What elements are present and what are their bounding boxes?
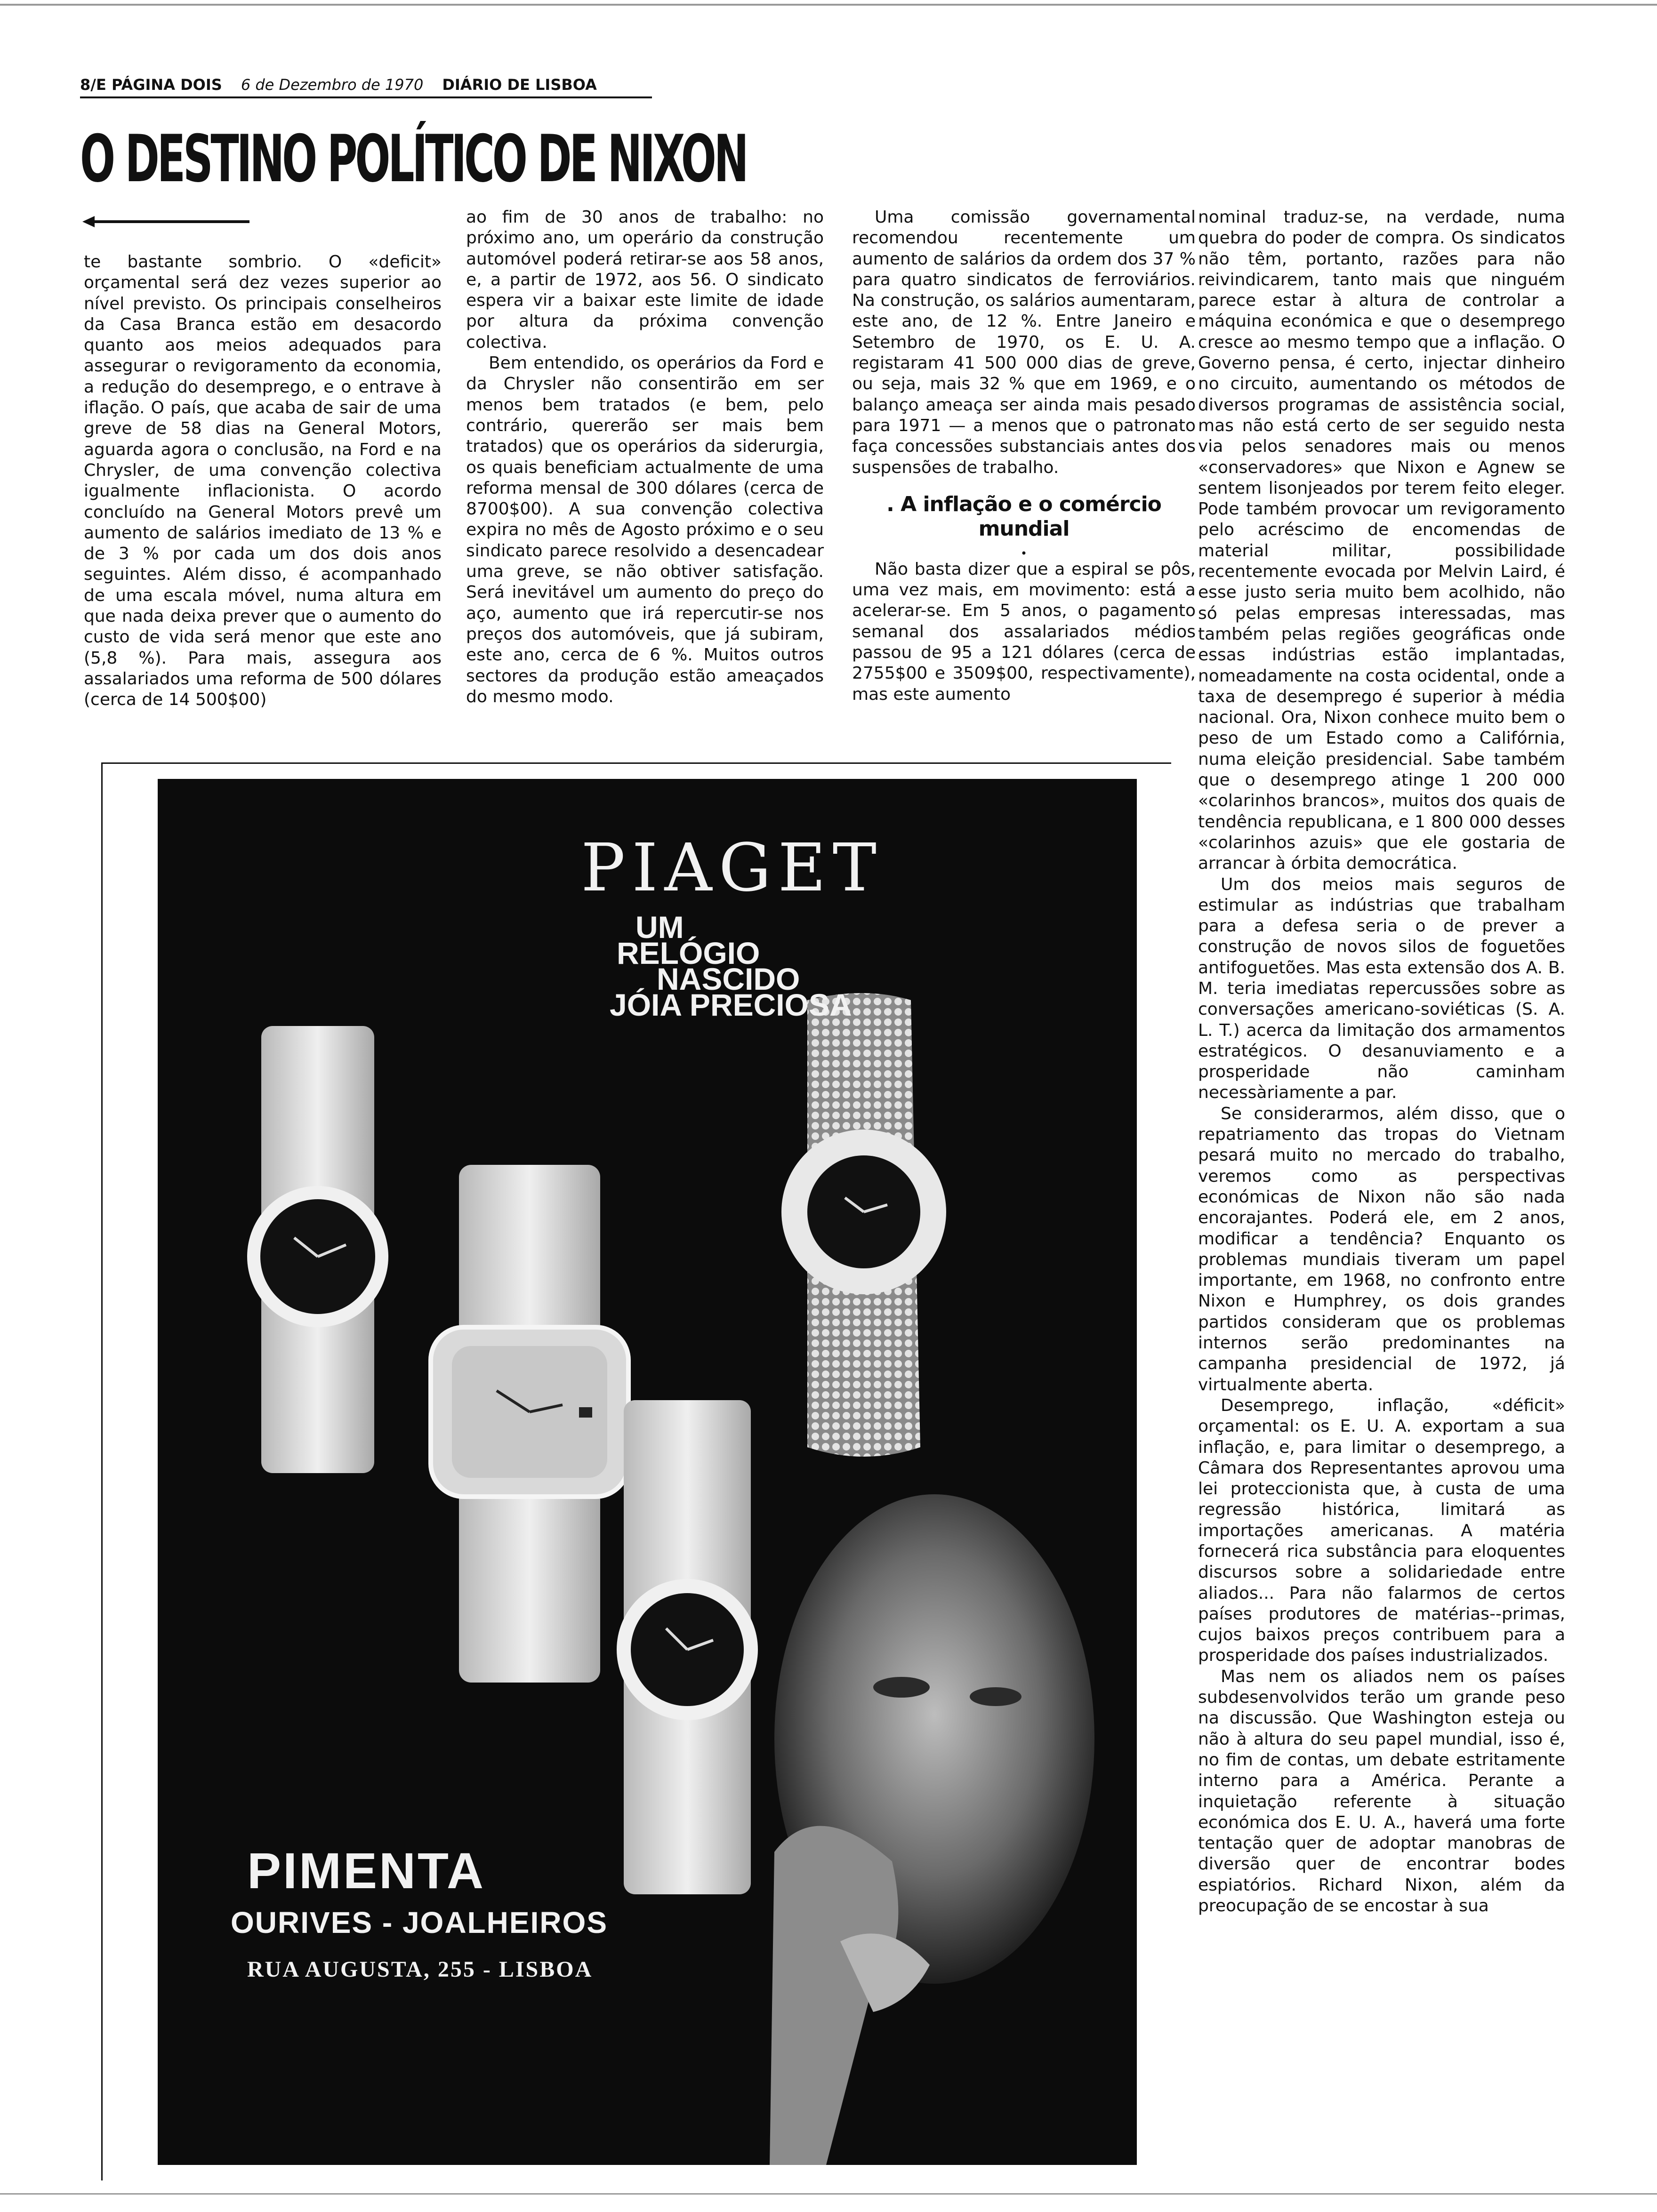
watch-icon [247,1026,388,1473]
article-column-4 [1198,207,1565,2181]
bullet-separator: • [1020,546,1028,560]
newspaper-name: DIÁRIO DE LISBOA [442,76,597,94]
ad-brand-logo: PIAGET [580,830,884,906]
article-column-1 [84,252,442,758]
article-column-3 [852,207,1196,758]
masthead-rule [80,96,652,98]
ad-tagline-line: UM [635,910,684,945]
ad-tagline-line: RELÓGIO [617,936,760,970]
watch-icon [431,1165,628,1683]
article-column-2 [466,207,824,758]
article-paragraph: Uma comissão governamental recomendou recentemente um aumento de salários da ordem dos 37 % para quatro sindicatos de ferroviários. Na construção, os salários aumentaram, este ano, de 12 %. Entre Janeiro e Setembro de 1970, os E. U. A. registaram 41 500 000 dias de greve, ou seja, mais 32 % que em 1969, e o balanço ameaça ser ainda mais pesado para 1971 — a menos que o patronato faça concessões substanciais antes dos suspensões de trabalho. [852,208,1196,477]
page-label: 8/E PÁGINA DOIS [80,76,222,94]
article-paragraph: Um dos meios mais seguros de estimular as indústrias que trabalham para a defesa seria o de prever a construção de novos silos de foguetões antifoguetões. Mas esta extensão dos A. B. M. teria imediatas repercussões sobre as conversações americano-soviéticas (S. A. L. T.) acerca da limitação dos armamentos estratégicos. O desanuviamento e a prosperidade não caminham necessàriamente a par. [1198,874,1565,1103]
watch-icon [617,1400,758,1894]
article-paragraph: te bastante sombrio. O «deficit» orçamental será dez vezes superior ao nível previsto. Os principais conselheiros da Casa Branca estão em desacordo quanto aos meios adequados para assegurar o revigoramento da economia, a redução do desemprego, e o entrave à iflação. O país, que acaba de sair de uma greve de 58 dias na General Motors, aguarda agora o conclusão, na Ford e na Chrysler, de uma convenção colectiva igualmente inflacionista. O acordo concluído na General Motors prevê um aumento de salários imediato de 13 % e de 3 % por cada um dos dois anos seguintes. Além disso, é acompanhado de uma escala móvel, numa altura em que nada deixa prever que o aumento do custo de vida será menor que este ano (5,8 %). Para mais, assegura aos assalariados uma reforma de 500 dólares (cerca de 14 500$00) [84,252,442,710]
article-paragraph: Não basta dizer que a espiral se pôs, uma vez mais, em movimento: está a acelerar-se. Em 5 anos, o pagamento semanal dos assalariados médios passou de 95 a 121 dólares (cerca de 2755$00 e 3509$00, respectivamente), mas este aumento [852,559,1196,704]
page-masthead [80,71,664,99]
piaget-advertisement [158,779,1137,2165]
article-paragraph: Desemprego, inflação, «déficit» orçamental: os E. U. A. exportam a sua inflação, e, para limitar o desemprego, a Câmara dos Representantes aprovou uma lei proteccionista que, à custa de uma regressão histórica, limitará as importações americanas. A matéria fornecerá rica substância para eloquentes discursos sobre a solidariedade entre aliados... Para não falarmos de certos países produtores de matérias--primas, cujos baixos preços contribuem para a prosperidade dos países industrializados. [1198,1395,1565,1666]
article-subheading: . A inflação e o comércio mundial [886,492,1161,541]
article-paragraph: Bem entendido, os operários da Ford e da Chrysler não consentirão em ser menos bem tratados (e bem, pelo contrário, quererão ser mais bem tratados) que os operários da siderurgia, os quais beneficiam actualmente de uma reforma mensal de 300 dólares (cerca de 8700$00). A sua convenção colectiva expira no mês de Agosto próximo e o seu sindicato parece resolvido a desencadear uma greve, se não obtiver satisfação. Será inevitável um aumento do preço do aço, aumento que irá repercutir-se nos preços dos automóveis, que já subiram, este ano, cerca de 6 %. Muitos outros sectores da produção estão ameaçados do mesmo modo. [466,353,824,706]
article-paragraph: nominal traduz-se, na verdade, numa quebra do poder de compra. Os sindicatos não têm, portanto, razões para não reivindicarem, tanto mais que ninguém parece estar à altura de controlar a máquina económica e que o desemprego cresce ao mesmo tempo que a inflação. O Governo pensa, é certo, injectar dinheiro no circuito, aumentando os métodos de diversos programas de assistência social, mas não está certo de ser seguido nesta via pelos senadores mais ou menos «conservadores» que Nixon e Agnew se sentem lisonjeados por terem feito eleger. Pode também provocar um revigoramento pelo acréscimo de encomendas de material militar, possibilidade recentemente evocada por Melvin Laird, é esse justo seria muito bem acolhido, não só pelas empresas interessadas, mas também pelas regiões geográficas onde essas indústrias estão implantadas, nomeadamente na costa ocidental, onde a taxa de desemprego é superior à média nacional. Ora, Nixon conhece muito bem o peso de um Estado como a Califórnia, numa eleição presidencial. Sabe também que o desemprego atinge 1 200 000 «colarinhos brancos», muitos dos quais de tendência republicana, e 1 800 000 desses «colarinhos azuis» que ele gostaria de arrancar à órbita democrática. [1198,208,1565,874]
article-paragraph: Mas nem os aliados nem os países subdesenvolvidos terão um grande peso na discussão. Que Washington esteja ou não à altura do seu papel mundial, isso é, no fim de contas, um debate estritamente interno para a América. Perante a inquietação referente à situação económica dos E. U. A., haverá uma forte tentação quer de adoptar manobras de diversão quer de encontrar bodes espiatórios. Richard Nixon, além da preocupação de se encostar à sua [1198,1667,1565,1916]
page-top-rule [0,4,1657,6]
ad-shop-address: RUA AUGUSTA, 255 - LISBOA [247,1957,593,1982]
article-headline: O DESTINO POLÍTICO DE NIXON [80,121,747,197]
ad-shop-type: OURIVES - JOALHEIROS [231,1906,608,1940]
ad-tagline-line: JÓIA PRECIOSA [610,987,852,1022]
watch-icon [781,993,946,1457]
article-paragraph: ao fim de 30 anos de trabalho: no próximo ano, um operário da construção automóvel poderá retirar-se aos 58 anos, e, a partir de 1972, aos 56. O sindicato espera vir a baixar este limite de idade por altura da próxima convenção colectiva. [466,208,824,352]
article-paragraph: Se considerarmos, além disso, que o repatriamento das tropas do Vietnam pesará muito no mercado do trabalho, veremos como as perspectivas económicas de Nixon não são nada encorajantes. Poderá ele, em 2 anos, modificar a tendência? Enquanto os problemas mundiais tiveram um papel importante, em 1968, no confronto entre Nixon e Humphrey, os dois grandes partidos consideram que os problemas internos serão predominantes na campanha presidencial de 1972, já virtualmente aberta. [1198,1104,1565,1395]
left-arrow-icon [82,215,249,229]
ad-shop-name: PIMENTA [247,1842,485,1899]
issue-date: 6 de Dezembro de 1970 [241,76,424,94]
woman-portrait-image [770,1494,1094,2165]
ad-tagline-line: NASCIDO [657,962,800,996]
page-bottom-rule [0,2193,1657,2195]
